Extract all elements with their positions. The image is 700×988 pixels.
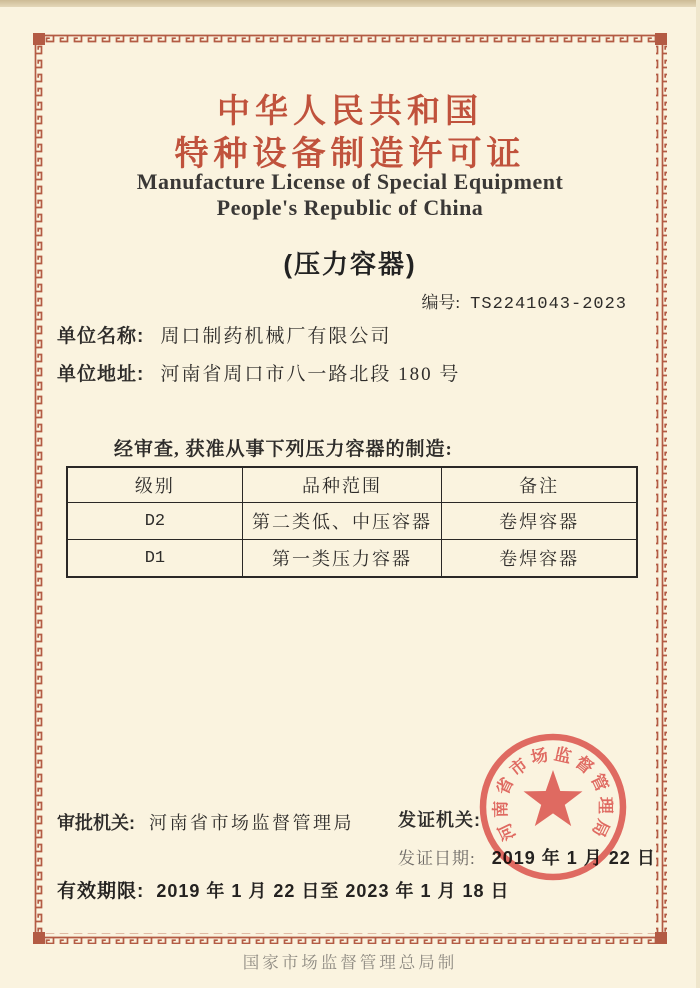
- table-header-row: [67, 467, 637, 503]
- title-en-line1: Manufacture License of Special Equipment: [136, 169, 564, 194]
- license-number-row: [421, 288, 627, 314]
- org-name-row: [57, 321, 391, 348]
- issue-date-value: 2019 年 1 月 22 日: [491, 848, 656, 868]
- official-seal: [470, 724, 636, 890]
- cell-level: D2: [67, 503, 242, 540]
- col-header-scope: 品种范围: [242, 467, 441, 503]
- col-header-level: 级别: [67, 467, 242, 503]
- license-number-label: 编号:: [421, 293, 461, 312]
- title-cn-line2: 特种设备制造许可证: [174, 135, 526, 173]
- cell-remark: 卷焊容器: [442, 503, 637, 540]
- cell-level: D1: [67, 540, 242, 578]
- table-row: [67, 540, 637, 578]
- org-name-label: 单位名称:: [57, 326, 145, 347]
- approval-agency-label: 审批机关:: [57, 813, 135, 833]
- license-number-value: TS2241043-2023: [470, 295, 627, 314]
- issuing-agency-label: 发证机关:: [398, 810, 481, 830]
- title-en-line2: People's Republic of China: [216, 195, 484, 220]
- col-header-remark: 备注: [442, 467, 637, 503]
- cell-remark: 卷焊容器: [442, 540, 637, 578]
- issue-date-label: 发证日期:: [398, 849, 476, 868]
- category-subtitle: (压力容器): [283, 249, 417, 279]
- cell-scope: 第二类低、中压容器: [242, 503, 441, 540]
- table-row: [67, 503, 637, 540]
- seal-star-icon: [524, 770, 583, 826]
- cell-scope: 第一类压力容器: [242, 540, 441, 578]
- validity-value: 2019 年 1 月 22 日至 2023 年 1 月 18 日: [156, 881, 510, 901]
- license-grant-table: [66, 466, 638, 578]
- approval-agency-row: [57, 809, 354, 835]
- org-address-label: 单位地址:: [57, 364, 145, 385]
- org-name-value: 周口制药机械厂有限公司: [160, 326, 392, 347]
- footer-note: 国家市场监督管理总局制: [242, 954, 458, 972]
- intro-line: 经审查, 获准从事下列压力容器的制造:: [114, 439, 453, 460]
- title-cn-line1: 中华人民共和国: [217, 92, 483, 129]
- approval-agency-value: 河南省市场监督管理局: [149, 813, 354, 833]
- seal-text: 河南省市场监督管理局: [491, 744, 615, 844]
- org-address-row: [57, 359, 460, 386]
- validity-row: [57, 876, 510, 903]
- org-address-value: 河南省周口市八一路北段 180 号: [160, 364, 461, 385]
- validity-label: 有效期限:: [57, 881, 145, 902]
